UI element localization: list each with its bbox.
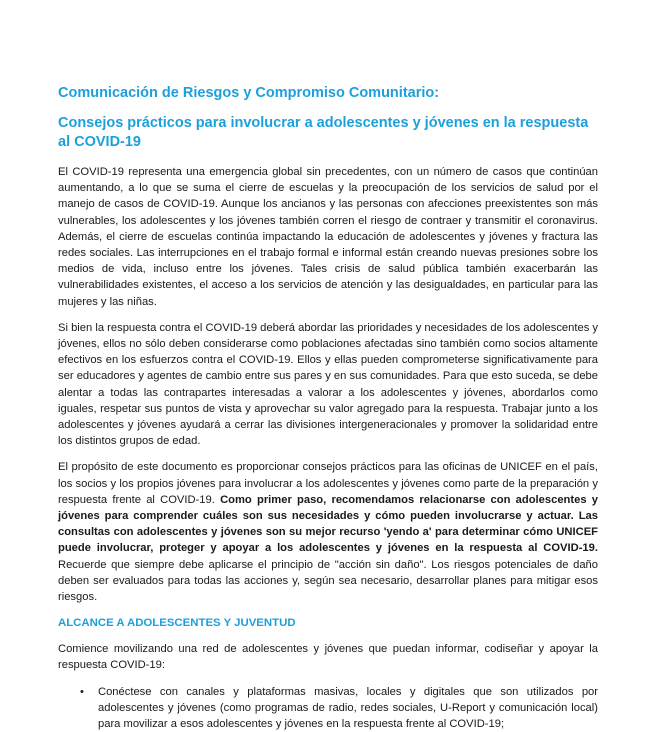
paragraph-intro: El COVID-19 representa una emergencia global sin precedentes, con un número de casos que continúan aumentando, a lo que se suma el cierre de escuelas y la preocupación de los servicios de salud por el manejo de casos de COVID-19. Aunque los ancianos y las personas con afecciones preexistentes son más vulnerables, los adolescentes y los jóvenes también corren el riesgo de contraer y transmitir el coronavirus. Además, el cierre de escuelas continúa impactando la educación de adolescentes y jóvenes y fractura las redes sociales. Las interrupciones en el trabajo formal e informal están creando nuevas presiones sobre los medios de vida, incluso entre los jóvenes. Tales crisis de salud pública también exacerbarán las vulnerabilidades existentes, el acceso a los servicios de atención y las desigualdades, en particular para las mujeres y las niñas. <box>58 166 598 308</box>
document-page <box>58 84 598 732</box>
bullet-list <box>58 684 598 732</box>
document-title: Comunicación de Riesgos y Compromiso Comunitario: <box>58 85 440 101</box>
purpose-text-a: El propósito de este documento es proporcionar consejos prácticos para las oficinas de UNICEF en el país, los socios y los propios jóvenes para involucrar a los adolescentes y jóvenes como parte de la preparación y respuesta frente al COVID-19. <box>58 461 598 506</box>
paragraph-purpose <box>58 459 598 605</box>
list-item <box>58 684 598 732</box>
bullet-icon: • <box>80 685 84 698</box>
paragraph-mobilize: Comience movilizando una red de adolescentes y jóvenes que puedan informar, codiseñar y apoyar la respuesta COVID-19: <box>58 643 598 672</box>
document-subtitle: Consejos prácticos para involucrar a adolescentes y jóvenes en la respuesta al COVID-19 <box>58 115 589 150</box>
purpose-text-bold: Como primer paso, recomendamos relacionarse con adolescentes y jóvenes para comprender cuáles son sus necesidades y cómo pueden involucrarse y actuar. Las consultas con adolescentes y jóvenes son su mejor recurso 'yendo a' para determinar cómo UNICEF puede involucrar, proteger y apoyar a los adolescentes y jóvenes en la respuesta al COVID-19. <box>58 493 598 555</box>
paragraph-response: Si bien la respuesta contra el COVID-19 deberá abordar las prioridades y necesidades de los adolescentes y jóvenes, ellos no sólo deben considerarse como poblaciones afectadas sino también como socios altamente efectivos en los esfuerzos contra el COVID-19. Ellos y ellas pueden comprometerse significativamente para ser educadores y agentes de cambio entre sus pares y en sus comunidades. Para que esto suceda, se debe alentar a todas las contrapartes interesadas a valorar a los adolescentes y jóvenes, abordarlos como iguales, respetar sus puntos de vista y aprovechar su valor agregado para la respuesta. Trabajar junto a los adolescentes y jóvenes ayudará a cerrar las divisiones intergeneracionales y promover la solidaridad entre los distintos grupos de edad. <box>58 321 598 448</box>
section-heading-reach: ALCANCE A ADOLESCENTES Y JUVENTUD <box>58 617 296 630</box>
list-item-text: Conéctese con canales y plataformas masivas, locales y digitales que son utilizados por adolescentes y jóvenes (como programas de radio, redes sociales, U-Report y comunicación local) para movilizar a esos adolescentes y jóvenes en la respuesta frente al COVID-19; <box>98 685 598 731</box>
purpose-text-c: Recuerde que siempre debe aplicarse el principio de "acción sin daño". Los riesgos potenciales de daño deben ser evaluados para todas las acciones y, según sea necesario, desarrollar planes para mitigar esos riesgos. <box>58 558 598 604</box>
